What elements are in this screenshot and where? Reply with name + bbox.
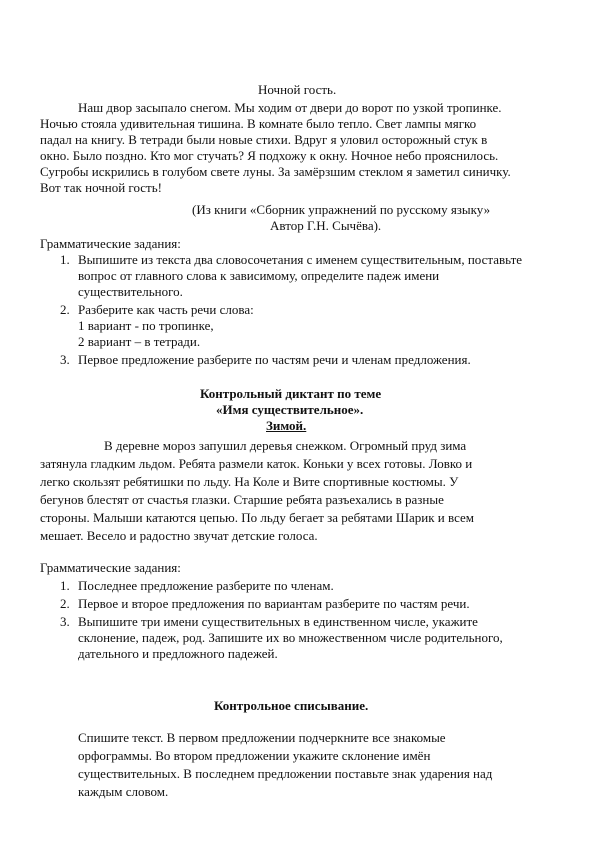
dictation-topic: «Имя существительное». [216, 402, 364, 417]
tasks-heading: Грамматические задания: [40, 236, 181, 251]
task-item: 2. Первое и второе предложения по вариантам разберите по частям речи. [60, 596, 470, 611]
dictation-title: Зимой. [266, 418, 307, 433]
task-item: 2. Разберите как часть речи слова: [60, 302, 254, 317]
dictation-heading: Контрольный диктант по теме [200, 386, 382, 401]
dictation-line: мешает. Весело и радостно звучат детские голоса. [40, 528, 318, 543]
dictation-line: затянула гладким льдом. Ребята размели каток. Коньки у всех готовы. Ловко и [40, 456, 473, 471]
copying-line: Спишите текст. В первом предложении подчеркните все знакомые [78, 730, 446, 745]
story-line: Вот так ночной гость! [40, 180, 162, 195]
dictation-line: бегунов блестят от счастья глазки. Старшие ребята разъехались в разные [40, 492, 444, 507]
task-item: 1. Выпишите из текста два словосочетания с именем существительным, поставьте [60, 252, 523, 267]
story-line: окно. Было поздно. Кто мог стучать? Я подхожу к окну. Ночное небо прояснилось. [40, 148, 499, 163]
story-line: падал на книгу. В тетради были новые стихи. Вдруг я уловил осторожный стук в [40, 132, 488, 147]
dictation-line: легко скользят ребятишки по льду. На Коле и Вите спортивные костюмы. У [40, 474, 459, 489]
copying-line: каждым словом. [78, 784, 169, 799]
task-line: 1 вариант - по тропинке, [78, 318, 214, 333]
task-line: склонение, падеж, род. Запишите их во множественном числе родительного, [78, 630, 503, 645]
task-line: 2 вариант – в тетради. [78, 334, 201, 349]
story-line: Сугробы искрились в голубом свете луны. За замёрзшим стеклом я заметил синичку. [40, 164, 511, 179]
task-item: 1. Последнее предложение разберите по членам. [60, 578, 334, 593]
task-line: существительного. [78, 284, 183, 299]
story-line: Наш двор засыпало снегом. Мы ходим от двери до ворот по узкой тропинке. [78, 100, 502, 115]
story-line: Ночью стояла удивительная тишина. В комнате было тепло. Свет лампы мягко [40, 116, 477, 131]
copying-line: орфограммы. Во втором предложении укажите склонение имён [78, 748, 431, 763]
task-line: дательного и предложного падежей. [78, 646, 278, 661]
tasks-heading: Грамматические задания: [40, 560, 181, 575]
dictation-line: В деревне мороз запушил деревья снежком. Огромный пруд зима [104, 438, 467, 453]
task-item: 3. Выпишите три имени существительных в единственном числе, укажите [60, 614, 478, 629]
copying-heading: Контрольное списывание. [214, 698, 369, 713]
story-title: Ночной гость. [258, 82, 337, 97]
task-item: 3. Первое предложение разберите по частям речи и членам предложения. [60, 352, 471, 367]
task-line: вопрос от главного слова к зависимому, определите падеж имени [78, 268, 440, 283]
source-citation: (Из книги «Сборник упражнений по русскому языку» [192, 202, 491, 217]
copying-line: существительных. В последнем предложении поставьте знак ударения над [78, 766, 493, 781]
dictation-line: стороны. Малыши катаются цепью. По льду бегает за ребятами Шарик и всем [40, 510, 474, 525]
source-author: Автор Г.Н. Сычёва). [270, 218, 382, 233]
